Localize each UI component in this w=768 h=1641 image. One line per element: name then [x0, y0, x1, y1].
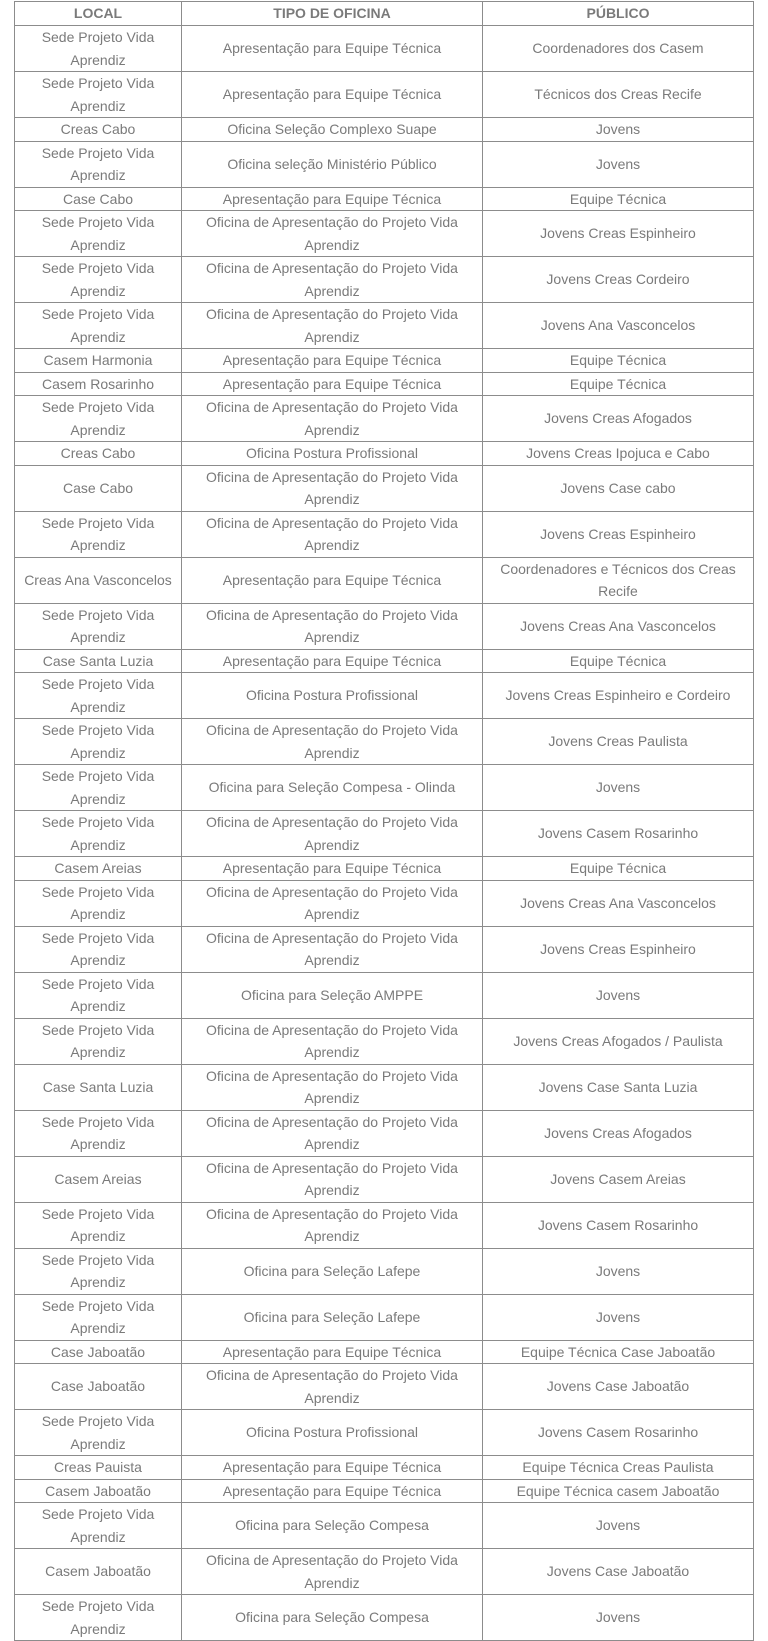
table-row	[15, 303, 754, 349]
cell-local: Creas Cabo	[15, 118, 182, 142]
cell-publico: Jovens Creas Espinheiro	[483, 211, 754, 257]
cell-tipo: Oficina de Apresentação do Projeto Vida Aprendiz	[182, 1110, 483, 1156]
cell-publico: Jovens Case Jaboatão	[483, 1549, 754, 1595]
cell-tipo: Oficina para Seleção Compesa	[182, 1503, 483, 1549]
table-row	[15, 72, 754, 118]
cell-local: Sede Projeto Vida Aprendiz	[15, 511, 182, 557]
cell-tipo: Oficina para Seleção Lafepe	[182, 1294, 483, 1340]
table-row	[15, 1456, 754, 1480]
cell-publico: Jovens Casem Rosarinho	[483, 1410, 754, 1456]
cell-publico: Jovens	[483, 118, 754, 142]
cell-publico: Jovens Creas Ana Vasconcelos	[483, 880, 754, 926]
cell-tipo: Oficina para Seleção AMPPE	[182, 972, 483, 1018]
cell-tipo: Apresentação para Equipe Técnica	[182, 349, 483, 373]
cell-local: Casem Rosarinho	[15, 372, 182, 396]
table-row	[15, 1479, 754, 1503]
table-row	[15, 141, 754, 187]
cell-publico: Jovens Case Jaboatão	[483, 1364, 754, 1410]
cell-local: Case Cabo	[15, 465, 182, 511]
cell-tipo: Oficina Postura Profissional	[182, 1410, 483, 1456]
cell-local: Sede Projeto Vida Aprendiz	[15, 1595, 182, 1641]
cell-tipo: Apresentação para Equipe Técnica	[182, 72, 483, 118]
cell-tipo: Oficina de Apresentação do Projeto Vida Aprendiz	[182, 1364, 483, 1410]
cell-local: Sede Projeto Vida Aprendiz	[15, 1503, 182, 1549]
table-row	[15, 442, 754, 466]
cell-local: Sede Projeto Vida Aprendiz	[15, 926, 182, 972]
table-row	[15, 257, 754, 303]
table-header	[15, 2, 754, 26]
header-row	[15, 2, 754, 26]
cell-local: Sede Projeto Vida Aprendiz	[15, 811, 182, 857]
cell-tipo: Apresentação para Equipe Técnica	[182, 1479, 483, 1503]
cell-tipo: Oficina para Seleção Lafepe	[182, 1248, 483, 1294]
cell-tipo: Oficina para Seleção Compesa	[182, 1595, 483, 1641]
cell-local: Sede Projeto Vida Aprendiz	[15, 211, 182, 257]
cell-local: Sede Projeto Vida Aprendiz	[15, 1202, 182, 1248]
cell-local: Creas Ana Vasconcelos	[15, 557, 182, 603]
cell-tipo: Apresentação para Equipe Técnica	[182, 557, 483, 603]
cell-tipo: Apresentação para Equipe Técnica	[182, 649, 483, 673]
cell-local: Creas Cabo	[15, 442, 182, 466]
cell-publico: Jovens	[483, 1248, 754, 1294]
table-row	[15, 1549, 754, 1595]
cell-local: Case Jaboatão	[15, 1340, 182, 1364]
cell-local: Casem Jaboatão	[15, 1549, 182, 1595]
workshop-table-container	[14, 1, 753, 1641]
cell-tipo: Apresentação para Equipe Técnica	[182, 26, 483, 72]
table-row	[15, 349, 754, 373]
cell-tipo: Oficina Postura Profissional	[182, 442, 483, 466]
cell-publico: Jovens Creas Ipojuca e Cabo	[483, 442, 754, 466]
cell-local: Casem Harmonia	[15, 349, 182, 373]
cell-publico: Jovens Creas Paulista	[483, 719, 754, 765]
cell-tipo: Oficina de Apresentação do Projeto Vida Aprendiz	[182, 1549, 483, 1595]
table-row	[15, 372, 754, 396]
cell-publico: Equipe Técnica	[483, 857, 754, 881]
cell-tipo: Oficina de Apresentação do Projeto Vida Aprendiz	[182, 926, 483, 972]
cell-publico: Equipe Técnica Creas Paulista	[483, 1456, 754, 1480]
cell-tipo: Oficina de Apresentação do Projeto Vida Aprendiz	[182, 1064, 483, 1110]
cell-publico: Jovens	[483, 1294, 754, 1340]
cell-publico: Jovens Creas Afogados	[483, 396, 754, 442]
table-row	[15, 557, 754, 603]
table-row	[15, 211, 754, 257]
cell-tipo: Apresentação para Equipe Técnica	[182, 187, 483, 211]
column-header-tipo: TIPO DE OFICINA	[182, 2, 483, 26]
cell-publico: Coordenadores dos Casem	[483, 26, 754, 72]
cell-publico: Jovens Creas Espinheiro e Cordeiro	[483, 673, 754, 719]
cell-local: Case Cabo	[15, 187, 182, 211]
cell-local: Casem Areias	[15, 1156, 182, 1202]
cell-tipo: Apresentação para Equipe Técnica	[182, 372, 483, 396]
cell-tipo: Oficina de Apresentação do Projeto Vida Aprendiz	[182, 511, 483, 557]
cell-tipo: Oficina de Apresentação do Projeto Vida Aprendiz	[182, 396, 483, 442]
table-row	[15, 1595, 754, 1641]
cell-tipo: Oficina de Apresentação do Projeto Vida Aprendiz	[182, 211, 483, 257]
table-row	[15, 1248, 754, 1294]
cell-local: Case Jaboatão	[15, 1364, 182, 1410]
cell-tipo: Oficina de Apresentação do Projeto Vida Aprendiz	[182, 603, 483, 649]
cell-tipo: Oficina de Apresentação do Projeto Vida Aprendiz	[182, 719, 483, 765]
cell-publico: Equipe Técnica	[483, 372, 754, 396]
table-row	[15, 187, 754, 211]
cell-local: Sede Projeto Vida Aprendiz	[15, 1110, 182, 1156]
table-row	[15, 118, 754, 142]
cell-local: Sede Projeto Vida Aprendiz	[15, 1410, 182, 1456]
cell-local: Sede Projeto Vida Aprendiz	[15, 880, 182, 926]
table-row	[15, 765, 754, 811]
column-header-publico: PÚBLICO	[483, 2, 754, 26]
table-row	[15, 26, 754, 72]
table-row	[15, 511, 754, 557]
table-row	[15, 649, 754, 673]
table-row	[15, 396, 754, 442]
table-row	[15, 719, 754, 765]
cell-local: Sede Projeto Vida Aprendiz	[15, 673, 182, 719]
cell-local: Sede Projeto Vida Aprendiz	[15, 72, 182, 118]
cell-tipo: Oficina seleção Ministério Público	[182, 141, 483, 187]
cell-local: Sede Projeto Vida Aprendiz	[15, 141, 182, 187]
cell-publico: Jovens Creas Afogados	[483, 1110, 754, 1156]
cell-tipo: Oficina Seleção Complexo Suape	[182, 118, 483, 142]
cell-local: Creas Pauista	[15, 1456, 182, 1480]
cell-tipo: Oficina de Apresentação do Projeto Vida Aprendiz	[182, 880, 483, 926]
cell-local: Casem Areias	[15, 857, 182, 881]
cell-publico: Jovens Creas Espinheiro	[483, 926, 754, 972]
cell-local: Sede Projeto Vida Aprendiz	[15, 765, 182, 811]
cell-publico: Jovens Creas Cordeiro	[483, 257, 754, 303]
cell-publico: Equipe Técnica	[483, 649, 754, 673]
cell-publico: Jovens Case cabo	[483, 465, 754, 511]
cell-publico: Jovens Creas Espinheiro	[483, 511, 754, 557]
cell-tipo: Oficina Postura Profissional	[182, 673, 483, 719]
table-row	[15, 1410, 754, 1456]
cell-publico: Jovens Casem Areias	[483, 1156, 754, 1202]
cell-tipo: Oficina de Apresentação do Projeto Vida Aprendiz	[182, 465, 483, 511]
cell-publico: Equipe Técnica	[483, 349, 754, 373]
cell-tipo: Apresentação para Equipe Técnica	[182, 1456, 483, 1480]
cell-publico: Jovens	[483, 141, 754, 187]
table-row	[15, 1156, 754, 1202]
cell-tipo: Oficina de Apresentação do Projeto Vida Aprendiz	[182, 811, 483, 857]
table-row	[15, 603, 754, 649]
cell-publico: Jovens	[483, 972, 754, 1018]
table-row	[15, 1018, 754, 1064]
table-row	[15, 1503, 754, 1549]
cell-local: Sede Projeto Vida Aprendiz	[15, 257, 182, 303]
cell-publico: Jovens Case Santa Luzia	[483, 1064, 754, 1110]
cell-publico: Equipe Técnica casem Jaboatão	[483, 1479, 754, 1503]
cell-tipo: Oficina de Apresentação do Projeto Vida Aprendiz	[182, 257, 483, 303]
column-header-local: LOCAL	[15, 2, 182, 26]
cell-tipo: Oficina de Apresentação do Projeto Vida Aprendiz	[182, 1156, 483, 1202]
cell-publico: Jovens Creas Afogados / Paulista	[483, 1018, 754, 1064]
cell-publico: Jovens	[483, 765, 754, 811]
table-row	[15, 880, 754, 926]
cell-local: Sede Projeto Vida Aprendiz	[15, 396, 182, 442]
table-row	[15, 673, 754, 719]
table-row	[15, 1202, 754, 1248]
table-row	[15, 1064, 754, 1110]
cell-tipo: Oficina de Apresentação do Projeto Vida Aprendiz	[182, 303, 483, 349]
cell-publico: Equipe Técnica Case Jaboatão	[483, 1340, 754, 1364]
cell-local: Sede Projeto Vida Aprendiz	[15, 1018, 182, 1064]
table-row	[15, 1110, 754, 1156]
cell-local: Sede Projeto Vida Aprendiz	[15, 26, 182, 72]
cell-tipo: Oficina de Apresentação do Projeto Vida Aprendiz	[182, 1202, 483, 1248]
table-row	[15, 811, 754, 857]
cell-tipo: Apresentação para Equipe Técnica	[182, 857, 483, 881]
cell-publico: Jovens Ana Vasconcelos	[483, 303, 754, 349]
cell-tipo: Oficina para Seleção Compesa - Olinda	[182, 765, 483, 811]
cell-local: Case Santa Luzia	[15, 1064, 182, 1110]
table-row	[15, 857, 754, 881]
cell-local: Sede Projeto Vida Aprendiz	[15, 1248, 182, 1294]
cell-publico: Jovens	[483, 1503, 754, 1549]
cell-publico: Equipe Técnica	[483, 187, 754, 211]
cell-local: Sede Projeto Vida Aprendiz	[15, 303, 182, 349]
cell-local: Sede Projeto Vida Aprendiz	[15, 972, 182, 1018]
table-row	[15, 465, 754, 511]
table-body	[15, 26, 754, 1641]
table-row	[15, 972, 754, 1018]
cell-local: Sede Projeto Vida Aprendiz	[15, 719, 182, 765]
table-row	[15, 926, 754, 972]
cell-publico: Jovens Creas Ana Vasconcelos	[483, 603, 754, 649]
cell-local: Sede Projeto Vida Aprendiz	[15, 1294, 182, 1340]
cell-local: Sede Projeto Vida Aprendiz	[15, 603, 182, 649]
workshop-table	[14, 1, 754, 1641]
table-row	[15, 1364, 754, 1410]
table-row	[15, 1294, 754, 1340]
cell-publico: Jovens	[483, 1595, 754, 1641]
cell-tipo: Apresentação para Equipe Técnica	[182, 1340, 483, 1364]
cell-tipo: Oficina de Apresentação do Projeto Vida Aprendiz	[182, 1018, 483, 1064]
cell-publico: Coordenadores e Técnicos dos Creas Recife	[483, 557, 754, 603]
cell-local: Case Santa Luzia	[15, 649, 182, 673]
cell-local: Casem Jaboatão	[15, 1479, 182, 1503]
cell-publico: Técnicos dos Creas Recife	[483, 72, 754, 118]
cell-publico: Jovens Casem Rosarinho	[483, 1202, 754, 1248]
table-row	[15, 1340, 754, 1364]
cell-publico: Jovens Casem Rosarinho	[483, 811, 754, 857]
